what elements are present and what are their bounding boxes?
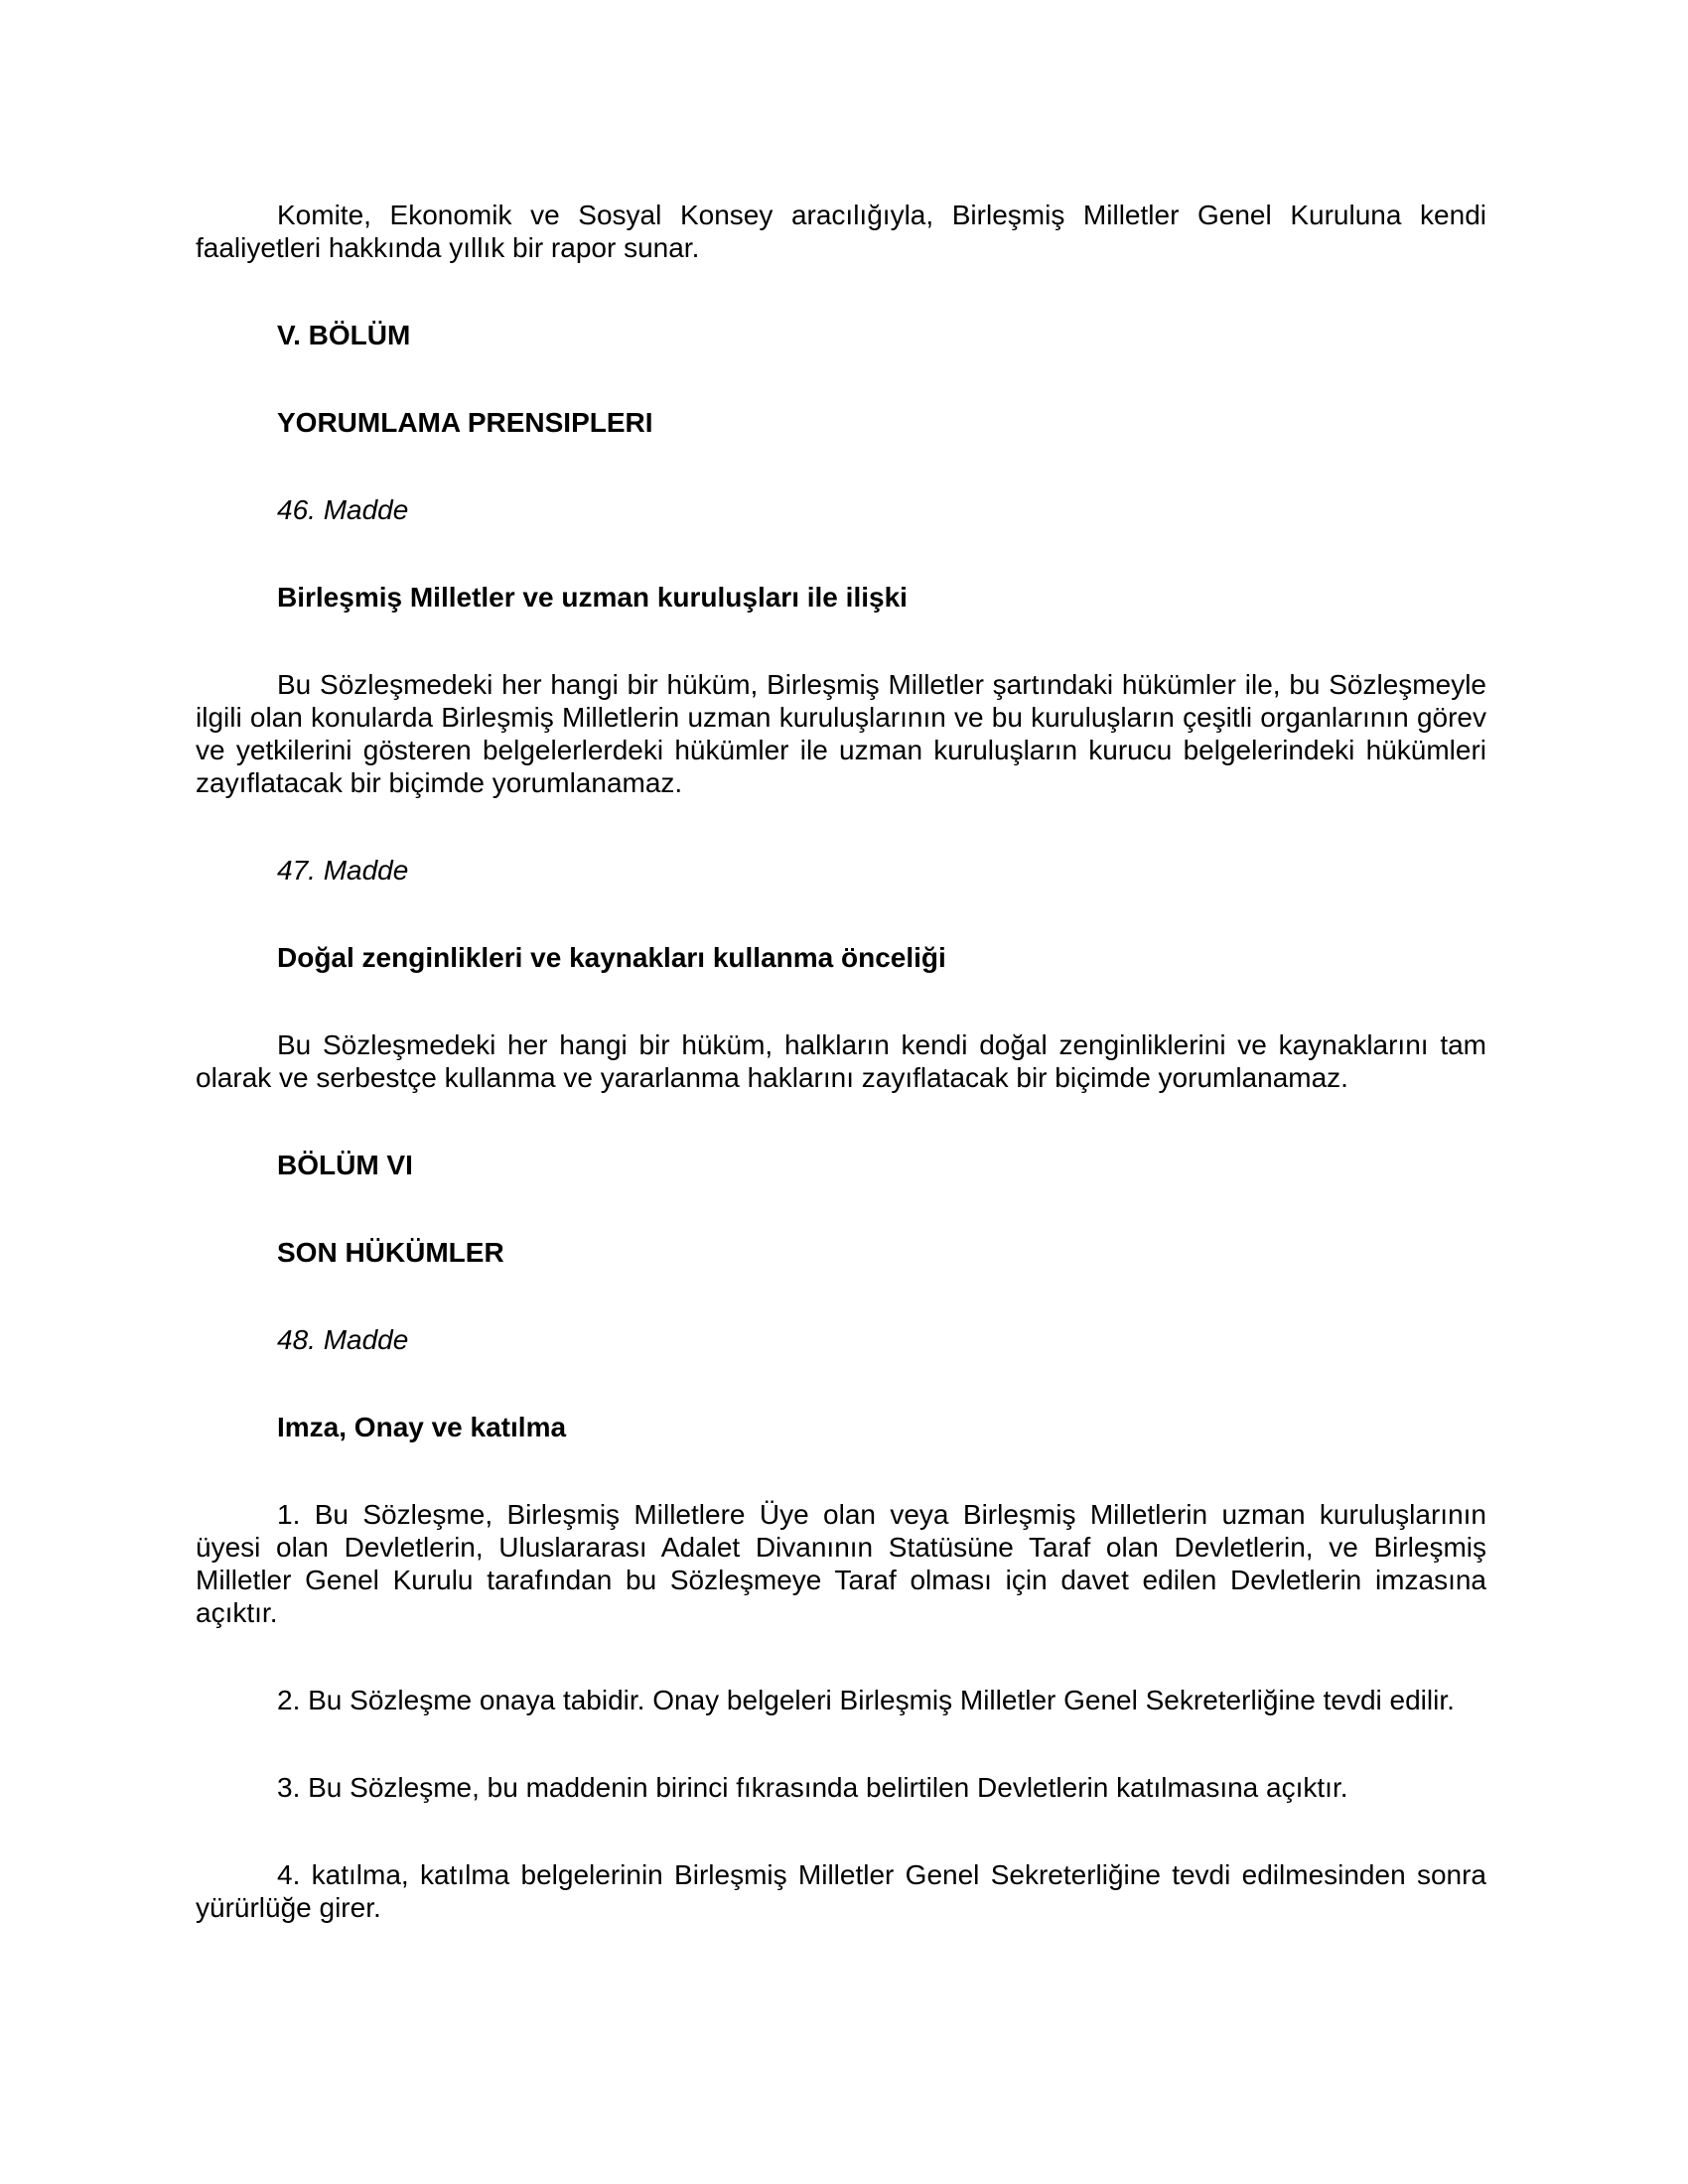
article-48-clause-2: 2. Bu Sözleşme onaya tabidir. Onay belgeleri Birleşmiş Milletler Genel Sekreterliğine tevdi edilir.	[277, 1685, 1455, 1715]
chapter-heading-v-bolum: V. BÖLÜM	[277, 320, 411, 350]
article-body-47: Bu Sözleşmedeki her hangi bir hüküm, halkların kendi doğal zenginliklerini ve kaynaklarını tam olarak ve serbestçe kullanma ve yararlanma haklarını zayıflatacak bir biçimde yorumlanamaz.	[196, 1029, 1486, 1093]
chapter-heading-bolum-vi: BÖLÜM VI	[277, 1150, 413, 1180]
article-body-46: Bu Sözleşmedeki her hangi bir hüküm, Birleşmiş Milletler şartındaki hükümler ile, bu Sözleşmeyle ilgili olan konularda Birleşmiş Milletlerin uzman kuruluşlarının ve bu kuruluşların çeşitli organlarının görev ve yetkilerini gösteren belgelerlerdeki hükümler ile uzman kuruluşların kurucu belgelerindeki hükümleri zayıflatacak bir biçimde yorumlanamaz.	[196, 669, 1486, 798]
article-title-48: Imza, Onay ve katılma	[277, 1412, 567, 1442]
body-paragraph-committee-report: Komite, Ekonomik ve Sosyal Konsey aracılığıyla, Birleşmiş Milletler Genel Kuruluna kendi faaliyetleri hakkında yıllık bir rapor sunar.	[196, 200, 1486, 263]
article-label-46-madde: 46. Madde	[277, 494, 409, 525]
article-48-clause-4: 4. katılma, katılma belgelerinin Birleşmiş Milletler Genel Sekreterliğine tevdi edilmesinden sonra yürürlüğe girer.	[196, 1859, 1486, 1923]
document-content	[196, 199, 1486, 1979]
article-label-47-madde: 47. Madde	[277, 855, 409, 886]
article-title-47: Doğal zenginlikleri ve kaynakları kullanma önceliği	[277, 942, 946, 973]
article-title-46: Birleşmiş Milletler ve uzman kuruluşları ile ilişki	[277, 582, 908, 613]
chapter-heading-yorumlama-prensipleri: YORUMLAMA PRENSIPLERI	[277, 407, 653, 438]
article-label-48-madde: 48. Madde	[277, 1324, 409, 1355]
article-48-clause-3: 3. Bu Sözleşme, bu maddenin birinci fıkrasında belirtilen Devletlerin katılmasına açıktır.	[277, 1772, 1348, 1803]
chapter-heading-son-hukumler: SON HÜKÜMLER	[277, 1237, 504, 1268]
article-48-clause-1: 1. Bu Sözleşme, Birleşmiş Milletlere Üye olan veya Birleşmiş Milletlerin uzman kuruluşlarının üyesi olan Devletlerin, Uluslararası Adalet Divanının Statüsüne Taraf olan Devletlerin, ve Birleşmiş Milletler Genel Kurulu tarafından bu Sözleşmeye Taraf olması için davet edilen Devletlerin imzasına açıktır.	[196, 1499, 1486, 1628]
